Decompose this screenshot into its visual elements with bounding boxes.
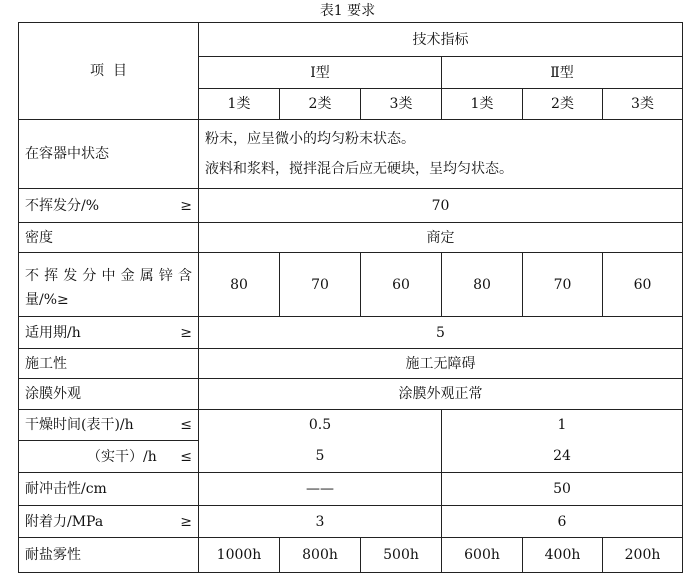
zinc-value-i-3: 60 xyxy=(361,253,442,317)
table-row xyxy=(19,410,683,441)
table-row xyxy=(19,223,683,253)
nonvolatile-value: 70 xyxy=(199,189,683,223)
impact-type-ii: 50 xyxy=(442,473,683,506)
dry-hard-symbol: ≤ xyxy=(180,448,192,465)
nonvolatile-label: 不挥发分/% xyxy=(25,197,100,214)
salt-spray-label: 耐盐雾性 xyxy=(19,538,199,573)
type-i-class-2: 2类 xyxy=(280,89,361,120)
zinc-label-line-1: 不挥发分中金属锌含 xyxy=(25,267,192,284)
tech-indicator-header: 技术指标 xyxy=(199,23,683,57)
type-i-class-1: 1类 xyxy=(199,89,280,120)
container-state-line-1: 粉末，应呈微小的均匀粉末状态。 xyxy=(205,131,415,147)
salt-spray-ii-3: 200h xyxy=(603,538,683,573)
zinc-value-ii-2: 70 xyxy=(523,253,603,317)
zinc-value-i-2: 70 xyxy=(280,253,361,317)
pot-life-label-cell xyxy=(19,317,199,349)
zinc-label-line-2: 量/% xyxy=(25,291,58,308)
salt-spray-i-2: 800h xyxy=(280,538,361,573)
appearance-label: 涂膜外观 xyxy=(19,379,199,410)
zinc-symbol: ≥ xyxy=(57,291,69,308)
adhesion-label-cell xyxy=(19,506,199,538)
impact-label: 耐冲击性/cm xyxy=(19,473,199,506)
table-row xyxy=(19,317,683,349)
dry-surface-type-i: 0.5 xyxy=(199,410,442,441)
salt-spray-ii-2: 400h xyxy=(523,538,603,573)
pot-life-label: 适用期/h xyxy=(25,324,81,341)
table-row xyxy=(19,253,683,317)
impact-type-i: —— xyxy=(199,473,442,506)
zinc-value-ii-3: 60 xyxy=(603,253,683,317)
dry-hard-label-cell xyxy=(19,441,199,473)
type-ii-header: Ⅱ型 xyxy=(442,57,683,89)
table-row xyxy=(19,441,683,473)
container-state-value xyxy=(199,120,683,189)
item-header-label: 项 目 xyxy=(90,63,127,79)
container-state-line-2: 液料和浆料，搅拌混合后应无硬块，呈均匀状态。 xyxy=(205,161,513,177)
pot-life-symbol: ≥ xyxy=(180,324,192,341)
requirements-table xyxy=(18,22,683,573)
adhesion-symbol: ≥ xyxy=(180,513,192,530)
dry-hard-type-i: 5 xyxy=(199,441,442,473)
dry-surface-symbol: ≤ xyxy=(180,417,192,433)
dry-surface-label: 干燥时间(表干)/h xyxy=(25,417,134,433)
type-ii-class-3: 3类 xyxy=(603,89,683,120)
table-row xyxy=(19,506,683,538)
table-row xyxy=(19,189,683,223)
dry-hard-label: （实干）/h xyxy=(87,448,157,465)
density-label: 密度 xyxy=(19,223,199,253)
pot-life-value: 5 xyxy=(199,317,683,349)
table-row xyxy=(19,473,683,506)
dry-hard-type-ii: 24 xyxy=(442,441,683,473)
type-i-class-3: 3类 xyxy=(361,89,442,120)
adhesion-label: 附着力/MPa xyxy=(25,513,104,530)
type-i-header: Ⅰ型 xyxy=(199,57,442,89)
salt-spray-ii-1: 600h xyxy=(442,538,523,573)
dry-surface-label-cell xyxy=(19,410,199,441)
zinc-value-ii-1: 80 xyxy=(442,253,523,317)
table-row xyxy=(19,538,683,573)
adhesion-type-ii: 6 xyxy=(442,506,683,538)
table-row xyxy=(19,120,683,189)
workability-value: 施工无障碍 xyxy=(199,349,683,379)
salt-spray-i-1: 1000h xyxy=(199,538,280,573)
nonvolatile-symbol: ≥ xyxy=(180,197,192,214)
zinc-value-i-1: 80 xyxy=(199,253,280,317)
type-ii-class-2: 2类 xyxy=(523,89,603,120)
workability-label: 施工性 xyxy=(19,349,199,379)
table-row xyxy=(19,349,683,379)
table-row xyxy=(19,379,683,410)
item-header xyxy=(19,23,199,120)
header-row-1 xyxy=(19,23,683,57)
adhesion-type-i: 3 xyxy=(199,506,442,538)
salt-spray-i-3: 500h xyxy=(361,538,442,573)
zinc-label-cell xyxy=(19,253,199,317)
density-value: 商定 xyxy=(199,223,683,253)
nonvolatile-label-cell xyxy=(19,189,199,223)
type-ii-class-1: 1类 xyxy=(442,89,523,120)
container-state-label: 在容器中状态 xyxy=(19,120,199,189)
appearance-value: 涂膜外观正常 xyxy=(199,379,683,410)
table-caption: 表1 要求 xyxy=(319,3,376,19)
dry-surface-type-ii: 1 xyxy=(442,410,683,441)
